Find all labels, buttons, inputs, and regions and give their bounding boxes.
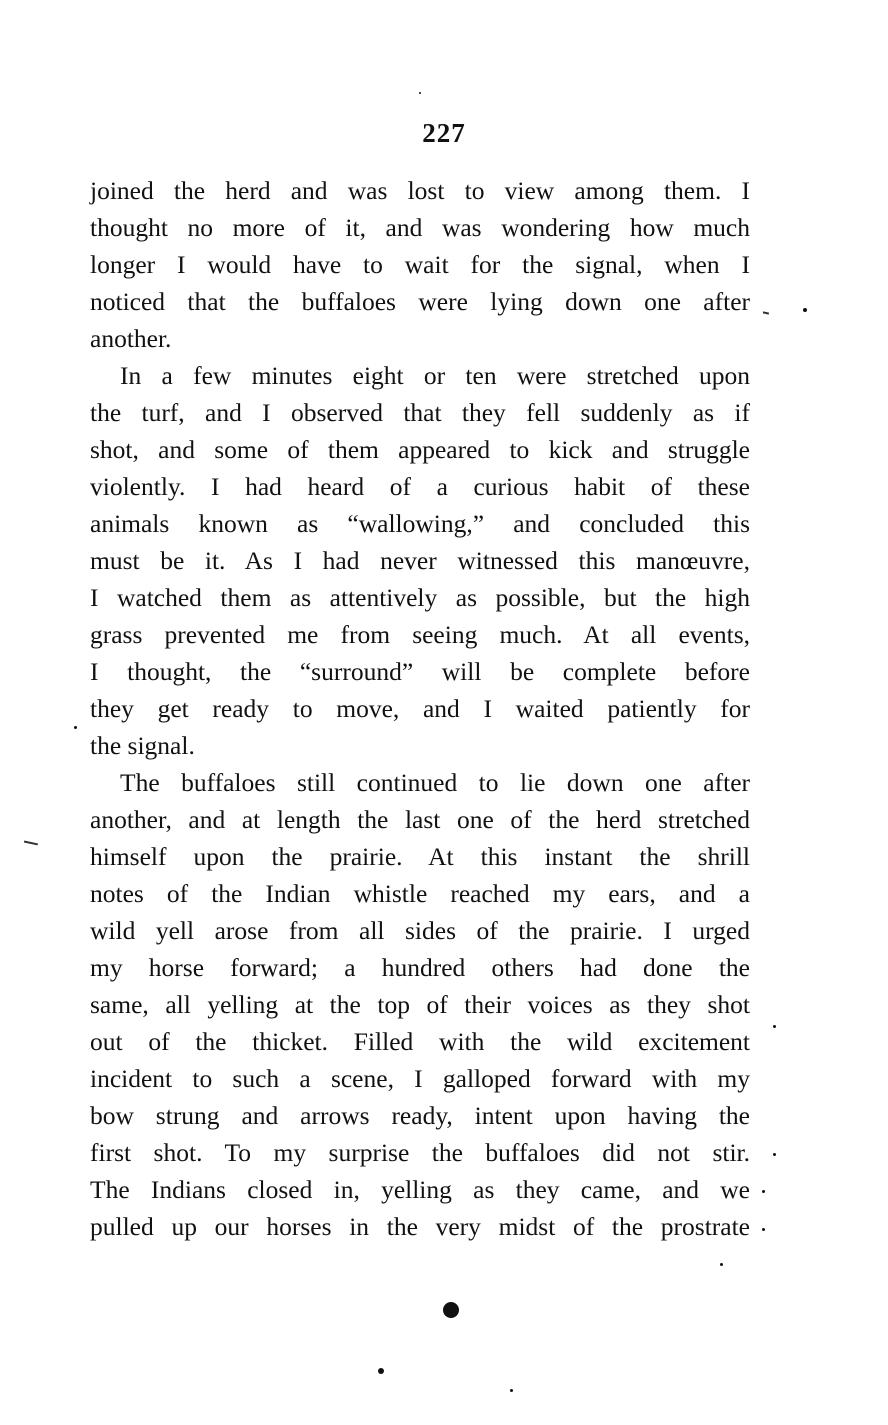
ink-dash — [763, 311, 769, 314]
text-block — [90, 172, 750, 1245]
page-number: 227 — [422, 118, 466, 148]
ink-speck — [773, 1025, 776, 1028]
text-line: pulled up our horses in the very midst of the prostrate — [90, 1212, 750, 1241]
ink-speck — [803, 308, 807, 312]
ink-speck — [443, 1302, 459, 1318]
text-line: same, all yelling at the top of their voices as they shot — [90, 990, 750, 1019]
ink-speck — [762, 1228, 765, 1231]
text-line: another. — [90, 324, 172, 353]
paragraph-2 — [90, 357, 750, 764]
ink-speck — [720, 1263, 723, 1266]
text-line: The buffaloes still continued to lie down one after — [120, 768, 750, 797]
text-line: shot, and some of them appeared to kick and struggle — [90, 435, 750, 464]
ink-speck — [773, 1153, 776, 1156]
text-line: himself upon the prairie. At this instant the shrill — [90, 842, 750, 871]
text-line: bow strung and arrows ready, intent upon having the — [90, 1101, 750, 1130]
text-line: animals known as “wallowing,” and concluded this — [90, 509, 750, 538]
text-line: violently. I had heard of a curious habit of these — [90, 472, 750, 501]
text-line: another, and at length the last one of the herd stretched — [90, 805, 750, 834]
ink-dash — [24, 841, 38, 845]
ink-speck — [378, 1368, 384, 1374]
text-line: the signal. — [90, 731, 195, 760]
ink-speck — [419, 92, 421, 94]
text-line: noticed that the buffaloes were lying down one after — [90, 287, 750, 316]
ink-speck — [510, 1389, 513, 1392]
text-line: they get ready to move, and I waited patiently for — [90, 694, 750, 723]
text-line: the turf, and I observed that they fell suddenly as if — [90, 398, 750, 427]
text-line: I thought, the “surround” will be complete before — [90, 657, 750, 686]
text-line: joined the herd and was lost to view among them. I — [90, 176, 750, 205]
text-line: wild yell arose from all sides of the prairie. I urged — [90, 916, 750, 945]
text-line: must be it. As I had never witnessed this manœuvre, — [90, 546, 750, 575]
text-line: grass prevented me from seeing much. At all events, — [90, 620, 750, 649]
text-line: out of the thicket. Filled with the wild excitement — [90, 1027, 750, 1056]
text-line: my horse forward; a hundred others had done the — [90, 953, 750, 982]
text-line: I watched them as attentively as possible, but the high — [90, 583, 750, 612]
text-line: incident to such a scene, I galloped forward with my — [90, 1064, 750, 1093]
paragraph-3 — [90, 764, 750, 1245]
text-line: The Indians closed in, yelling as they came, and we — [90, 1175, 750, 1204]
text-line: first shot. To my surprise the buffaloes did not stir. — [90, 1138, 750, 1167]
text-line: notes of the Indian whistle reached my ears, and a — [90, 879, 750, 908]
ink-speck — [762, 1190, 765, 1193]
paragraph-1 — [90, 172, 750, 357]
text-line: In a few minutes eight or ten were stretched upon — [120, 361, 750, 390]
text-line: thought no more of it, and was wondering how much — [90, 213, 750, 242]
text-line: longer I would have to wait for the signal, when I — [90, 250, 750, 279]
ink-speck — [74, 726, 77, 729]
